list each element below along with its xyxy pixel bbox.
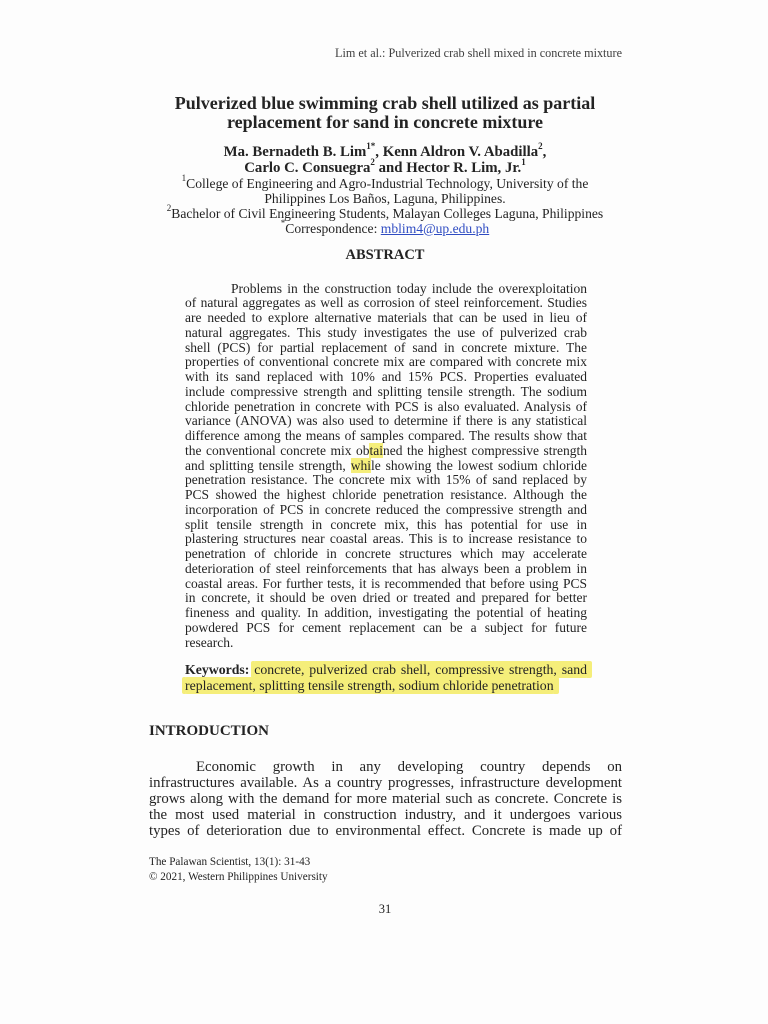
author-name: Hector R. Lim, Jr. <box>406 160 522 176</box>
introduction-line <box>149 791 622 807</box>
abstract-line <box>185 636 587 651</box>
line-text: penetration of chloride in concrete structures which may accelerate <box>185 546 587 562</box>
abstract-line <box>185 385 587 400</box>
line-text: penetration resistance. The concrete mix with 15% of sand replaced by <box>185 472 587 488</box>
abstract-line <box>185 577 587 592</box>
line-text: research. <box>185 634 234 650</box>
title-line: replacement for sand in concrete mixture <box>226 111 544 132</box>
line-text: chloride penetration in concrete with PCS is also evaluated. Analysis of <box>185 398 587 414</box>
abstract-line <box>185 341 587 356</box>
abstract-line <box>185 414 587 429</box>
line-text: properties of conventional concrete mix are compared with concrete mix <box>185 354 587 370</box>
abstract-line <box>185 503 587 518</box>
introduction-line <box>149 759 622 775</box>
author-separator: , <box>375 144 383 160</box>
line-text: variance (ANOVA) was also used to determine if there is any statistical <box>185 413 587 429</box>
running-header: Lim et al.: Pulverized crab shell mixed in concrete mixture <box>335 46 622 60</box>
abstract-line <box>185 606 587 621</box>
affiliation-line <box>2 191 768 206</box>
abstract-line <box>185 370 587 385</box>
line-text: difference among the means of samples compared. The results show that <box>185 428 587 444</box>
keywords-line <box>185 678 587 695</box>
line-text: Economic growth in any developing country depends on <box>196 759 622 775</box>
line-text: split tensile strength in concrete mix, this has potential for use in <box>185 516 587 532</box>
abstract-body <box>185 282 587 651</box>
affiliation-text: Philippines Los Baños, Laguna, Philippines. <box>264 190 506 206</box>
author-list <box>2 141 768 176</box>
line-text: and splitting tensile strength, <box>185 457 351 473</box>
affiliation-line <box>2 172 768 191</box>
abstract-line <box>185 473 587 488</box>
abstract-line <box>185 400 587 415</box>
abstract-line <box>185 459 587 474</box>
paper-title <box>2 94 768 132</box>
author-affiliation-mark: 2 <box>538 141 543 152</box>
line-text: include compressive strength and splitting tensile strength. The sodium <box>185 383 587 399</box>
line-text: the conventional concrete mix ob <box>185 442 370 458</box>
line-text: grows along with the demand for more material such as concrete. Concrete is <box>149 791 622 807</box>
abstract-line <box>185 518 587 533</box>
abstract-line <box>185 282 587 297</box>
line-text: Problems in the construction today include the overexploitation <box>231 280 587 296</box>
line-text: PCS showed the highest chloride penetration resistance. Although the <box>185 487 587 503</box>
title-line: Pulverized blue swimming crab shell utilized as partial <box>174 92 596 113</box>
footer-citation <box>149 855 328 885</box>
abstract-line <box>185 444 587 459</box>
affiliation-mark: 2 <box>166 202 172 213</box>
line-text: shell (PCS) for partial replacement of sand in concrete mixture. The <box>185 339 587 355</box>
line-text: of natural aggregates as well as corrosion of steel reinforcement. Studies <box>185 295 587 311</box>
line-text: incorporation of PCS in concrete reduced the compressive strength and <box>185 501 587 517</box>
line-text: ned the highest compressive strength <box>382 442 587 458</box>
abstract-line <box>185 562 587 577</box>
abstract-line <box>185 532 587 547</box>
author-line <box>2 157 768 176</box>
abstract-line <box>185 488 587 503</box>
author-separator: and <box>374 160 407 176</box>
author-affiliation-mark: 1* <box>366 141 376 152</box>
abstract-line <box>185 429 587 444</box>
affiliation-line <box>2 202 768 221</box>
line-text: with its sand replaced with 10% and 15% PCS. Properties evaluated <box>185 369 587 385</box>
line-text: are needed to explore alternative materials that can be used in lieu of <box>185 310 587 326</box>
abstract-line <box>185 326 587 341</box>
line-text: deterioration of steel reinforcements that has always been a problem in <box>185 560 587 576</box>
correspondence-email-link[interactable]: mblim4@up.edu.ph <box>380 220 490 236</box>
highlighted-keywords: concrete, pulverized crab shell, compressive strength, sand <box>254 661 588 677</box>
abstract-heading: ABSTRACT <box>345 247 425 263</box>
line-text: le showing the lowest sodium chloride <box>370 457 587 473</box>
keywords-label: Keywords: <box>185 661 250 677</box>
abstract-line <box>185 591 587 606</box>
affiliations <box>2 172 768 236</box>
correspondence-line <box>2 217 768 236</box>
author-affiliation-mark: 1 <box>521 157 526 168</box>
correspondence-mark: * <box>280 217 286 228</box>
journal-citation: The Palawan Scientist, 13(1): 31-43 <box>149 855 311 868</box>
introduction-line <box>149 775 622 791</box>
abstract-line <box>185 547 587 562</box>
affiliation-text: College of Engineering and Agro-Industrial Technology, University of the <box>186 175 589 191</box>
copyright-notice: © 2021, Western Philippines University <box>149 870 328 883</box>
highlighted-text: whi <box>350 457 371 473</box>
line-text: fineness and quality. In addition, investigating the potential of heating <box>185 605 587 621</box>
line-text: infrastructures available. As a country progresses, infrastructure development <box>149 775 622 791</box>
introduction-line <box>149 807 622 823</box>
line-text: natural aggregates. This study investigates the use of pulverized crab <box>185 324 587 340</box>
line-text: powdered PCS for cement replacement can be a subject for future <box>185 619 587 635</box>
page-number: 31 <box>378 902 392 916</box>
author-line <box>2 141 768 160</box>
author-separator: , <box>542 144 547 160</box>
introduction-body <box>149 759 622 839</box>
line-text: in concrete, it should be oven dried or treated and prepared for better <box>185 590 587 606</box>
abstract-line <box>185 311 587 326</box>
abstract-line <box>185 621 587 636</box>
line-text: types of deterioration due to environmental effect. Concrete is made up of <box>149 823 622 839</box>
abstract-line <box>185 355 587 370</box>
author-name: Carlo C. Consuegra <box>244 160 371 176</box>
highlighted-text: tai <box>369 442 383 458</box>
introduction-heading: INTRODUCTION <box>149 723 270 739</box>
correspondence-label: Correspondence: <box>285 220 381 236</box>
line-text: the most used material in construction industry, and it undergoes various <box>149 807 622 823</box>
affiliation-mark: 1 <box>181 172 187 183</box>
keywords <box>185 662 587 695</box>
line-text: plastering structures near coastal areas. This is to increase resistance to <box>185 531 587 547</box>
keywords-line <box>185 662 587 679</box>
highlighted-keywords: replacement, splitting tensile strength, sodium chloride penetration <box>185 678 554 694</box>
author-name: Ma. Bernadeth B. Lim <box>223 144 367 160</box>
author-name: Kenn Aldron V. Abadilla <box>382 144 539 160</box>
line-text: coastal areas. For further tests, it is recommended that before using PCS <box>185 575 587 591</box>
abstract-line <box>185 296 587 311</box>
introduction-line <box>149 823 622 839</box>
affiliation-text: Bachelor of Civil Engineering Students, Malayan Colleges Laguna, Philippines <box>171 205 604 221</box>
author-affiliation-mark: 2 <box>370 157 375 168</box>
